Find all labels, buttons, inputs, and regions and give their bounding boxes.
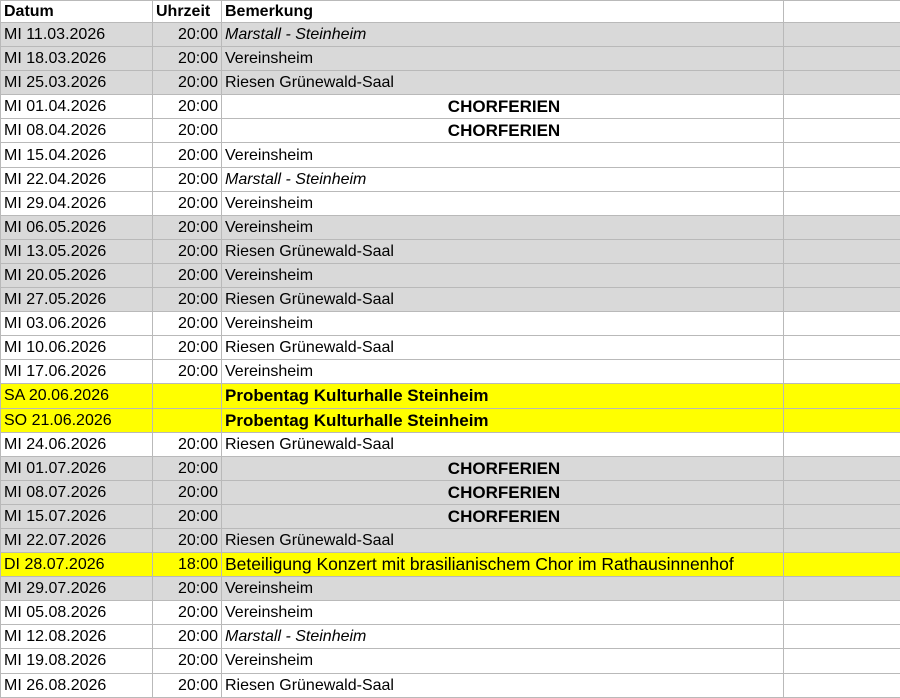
note-cell[interactable]: CHORFERIEN	[222, 480, 784, 504]
time-cell[interactable]: 20:00	[153, 239, 222, 263]
time-cell[interactable]	[153, 408, 222, 432]
date-cell[interactable]: MI 19.08.2026	[1, 649, 153, 673]
time-cell[interactable]: 20:00	[153, 95, 222, 119]
time-cell[interactable]: 20:00	[153, 528, 222, 552]
time-cell[interactable]: 20:00	[153, 601, 222, 625]
extra-cell[interactable]	[784, 239, 900, 263]
date-cell[interactable]: MI 29.04.2026	[1, 191, 153, 215]
table-row	[1, 360, 900, 384]
table-row	[1, 263, 900, 287]
extra-cell[interactable]	[784, 408, 900, 432]
header-extra[interactable]	[784, 1, 900, 23]
extra-cell[interactable]	[784, 625, 900, 649]
table-row	[1, 23, 900, 47]
table-row	[1, 528, 900, 552]
date-cell[interactable]: MI 15.07.2026	[1, 504, 153, 528]
table-row	[1, 143, 900, 167]
time-cell[interactable]: 20:00	[153, 336, 222, 360]
date-cell[interactable]: MI 05.08.2026	[1, 601, 153, 625]
table-row	[1, 408, 900, 432]
note-cell[interactable]: Marstall - Steinheim	[222, 625, 784, 649]
time-cell[interactable]: 20:00	[153, 432, 222, 456]
note-cell[interactable]: Vereinsheim	[222, 649, 784, 673]
date-cell[interactable]: MI 13.05.2026	[1, 239, 153, 263]
extra-cell[interactable]	[784, 480, 900, 504]
table-row	[1, 480, 900, 504]
table-row	[1, 167, 900, 191]
date-cell[interactable]: MI 18.03.2026	[1, 47, 153, 71]
note-cell[interactable]: Vereinsheim	[222, 47, 784, 71]
date-cell[interactable]: SO 21.06.2026	[1, 408, 153, 432]
time-cell[interactable]: 20:00	[153, 119, 222, 143]
time-cell[interactable]: 20:00	[153, 649, 222, 673]
table-row	[1, 384, 900, 408]
extra-cell[interactable]	[784, 577, 900, 601]
header-note[interactable]: Bemerkung	[222, 1, 784, 23]
time-cell[interactable]: 20:00	[153, 47, 222, 71]
note-cell[interactable]: Vereinsheim	[222, 191, 784, 215]
table-row	[1, 239, 900, 263]
extra-cell[interactable]	[784, 384, 900, 408]
note-cell[interactable]: Vereinsheim	[222, 577, 784, 601]
table-row	[1, 577, 900, 601]
time-cell[interactable]: 20:00	[153, 71, 222, 95]
date-cell[interactable]: MI 03.06.2026	[1, 312, 153, 336]
header-time[interactable]: Uhrzeit	[153, 1, 222, 23]
table-row	[1, 215, 900, 239]
note-cell[interactable]: Riesen Grünewald-Saal	[222, 432, 784, 456]
note-cell[interactable]: Vereinsheim	[222, 601, 784, 625]
extra-cell[interactable]	[784, 312, 900, 336]
table-row	[1, 312, 900, 336]
extra-cell[interactable]	[784, 336, 900, 360]
extra-cell[interactable]	[784, 456, 900, 480]
note-cell[interactable]: Riesen Grünewald-Saal	[222, 336, 784, 360]
note-cell[interactable]: Riesen Grünewald-Saal	[222, 71, 784, 95]
date-cell[interactable]: MI 22.04.2026	[1, 167, 153, 191]
date-cell[interactable]: MI 01.07.2026	[1, 456, 153, 480]
extra-cell[interactable]	[784, 432, 900, 456]
table-row	[1, 553, 900, 577]
table-row	[1, 673, 900, 697]
date-cell[interactable]: MI 15.04.2026	[1, 143, 153, 167]
time-cell[interactable]: 20:00	[153, 456, 222, 480]
date-cell[interactable]: MI 29.07.2026	[1, 577, 153, 601]
date-cell[interactable]: MI 08.04.2026	[1, 119, 153, 143]
note-cell[interactable]: Vereinsheim	[222, 360, 784, 384]
extra-cell[interactable]	[784, 71, 900, 95]
time-cell[interactable]: 20:00	[153, 215, 222, 239]
header-row	[1, 1, 900, 23]
extra-cell[interactable]	[784, 47, 900, 71]
extra-cell[interactable]	[784, 143, 900, 167]
extra-cell[interactable]	[784, 23, 900, 47]
extra-cell[interactable]	[784, 673, 900, 697]
table-row	[1, 119, 900, 143]
time-cell[interactable]	[153, 384, 222, 408]
note-cell[interactable]: Probentag Kulturhalle Steinheim	[222, 384, 784, 408]
schedule-body	[1, 23, 900, 698]
extra-cell[interactable]	[784, 601, 900, 625]
table-row	[1, 432, 900, 456]
note-cell[interactable]: Riesen Grünewald-Saal	[222, 288, 784, 312]
extra-cell[interactable]	[784, 167, 900, 191]
table-row	[1, 649, 900, 673]
note-cell[interactable]: Probentag Kulturhalle Steinheim	[222, 408, 784, 432]
time-cell[interactable]: 20:00	[153, 480, 222, 504]
table-row	[1, 47, 900, 71]
note-cell[interactable]: Beteiligung Konzert mit brasilianischem Chor im Rathausinnenhof	[222, 553, 784, 577]
note-cell[interactable]: Vereinsheim	[222, 215, 784, 239]
note-cell[interactable]: CHORFERIEN	[222, 119, 784, 143]
table-row	[1, 336, 900, 360]
extra-cell[interactable]	[784, 553, 900, 577]
extra-cell[interactable]	[784, 191, 900, 215]
date-cell[interactable]: MI 08.07.2026	[1, 480, 153, 504]
table-row	[1, 504, 900, 528]
time-cell[interactable]: 20:00	[153, 360, 222, 384]
extra-cell[interactable]	[784, 504, 900, 528]
table-row	[1, 288, 900, 312]
extra-cell[interactable]	[784, 528, 900, 552]
table-row	[1, 601, 900, 625]
date-cell[interactable]: MI 22.07.2026	[1, 528, 153, 552]
date-cell[interactable]: MI 17.06.2026	[1, 360, 153, 384]
time-cell[interactable]: 20:00	[153, 191, 222, 215]
date-cell[interactable]: MI 11.03.2026	[1, 23, 153, 47]
extra-cell[interactable]	[784, 263, 900, 287]
extra-cell[interactable]	[784, 215, 900, 239]
date-cell[interactable]: MI 01.04.2026	[1, 95, 153, 119]
table-row	[1, 456, 900, 480]
note-cell[interactable]: CHORFERIEN	[222, 95, 784, 119]
table-row	[1, 191, 900, 215]
note-cell[interactable]: Vereinsheim	[222, 263, 784, 287]
note-cell[interactable]: Riesen Grünewald-Saal	[222, 673, 784, 697]
date-cell[interactable]: MI 27.05.2026	[1, 288, 153, 312]
extra-cell[interactable]	[784, 649, 900, 673]
time-cell[interactable]: 20:00	[153, 23, 222, 47]
note-cell[interactable]: Vereinsheim	[222, 143, 784, 167]
date-cell[interactable]: SA 20.06.2026	[1, 384, 153, 408]
note-cell[interactable]: Marstall - Steinheim	[222, 167, 784, 191]
date-cell[interactable]: MI 06.05.2026	[1, 215, 153, 239]
header-date[interactable]: Datum	[1, 1, 153, 23]
time-cell[interactable]: 20:00	[153, 143, 222, 167]
time-cell[interactable]: 20:00	[153, 263, 222, 287]
time-cell[interactable]: 20:00	[153, 167, 222, 191]
time-cell[interactable]: 20:00	[153, 288, 222, 312]
note-cell[interactable]: Riesen Grünewald-Saal	[222, 239, 784, 263]
time-cell[interactable]: 20:00	[153, 625, 222, 649]
note-cell[interactable]: Marstall - Steinheim	[222, 23, 784, 47]
date-cell[interactable]: MI 26.08.2026	[1, 673, 153, 697]
extra-cell[interactable]	[784, 360, 900, 384]
time-cell[interactable]: 20:00	[153, 504, 222, 528]
table-row	[1, 71, 900, 95]
note-cell[interactable]: CHORFERIEN	[222, 504, 784, 528]
table-row	[1, 95, 900, 119]
extra-cell[interactable]	[784, 119, 900, 143]
date-cell[interactable]: MI 25.03.2026	[1, 71, 153, 95]
date-cell[interactable]: MI 20.05.2026	[1, 263, 153, 287]
time-cell[interactable]: 20:00	[153, 673, 222, 697]
extra-cell[interactable]	[784, 95, 900, 119]
date-cell[interactable]: MI 24.06.2026	[1, 432, 153, 456]
note-cell[interactable]: CHORFERIEN	[222, 456, 784, 480]
time-cell[interactable]: 18:00	[153, 553, 222, 577]
date-cell[interactable]: MI 12.08.2026	[1, 625, 153, 649]
time-cell[interactable]: 20:00	[153, 312, 222, 336]
extra-cell[interactable]	[784, 288, 900, 312]
date-cell[interactable]: DI 28.07.2026	[1, 553, 153, 577]
note-cell[interactable]: Vereinsheim	[222, 312, 784, 336]
date-cell[interactable]: MI 10.06.2026	[1, 336, 153, 360]
note-cell[interactable]: Riesen Grünewald-Saal	[222, 528, 784, 552]
time-cell[interactable]: 20:00	[153, 577, 222, 601]
table-row	[1, 625, 900, 649]
